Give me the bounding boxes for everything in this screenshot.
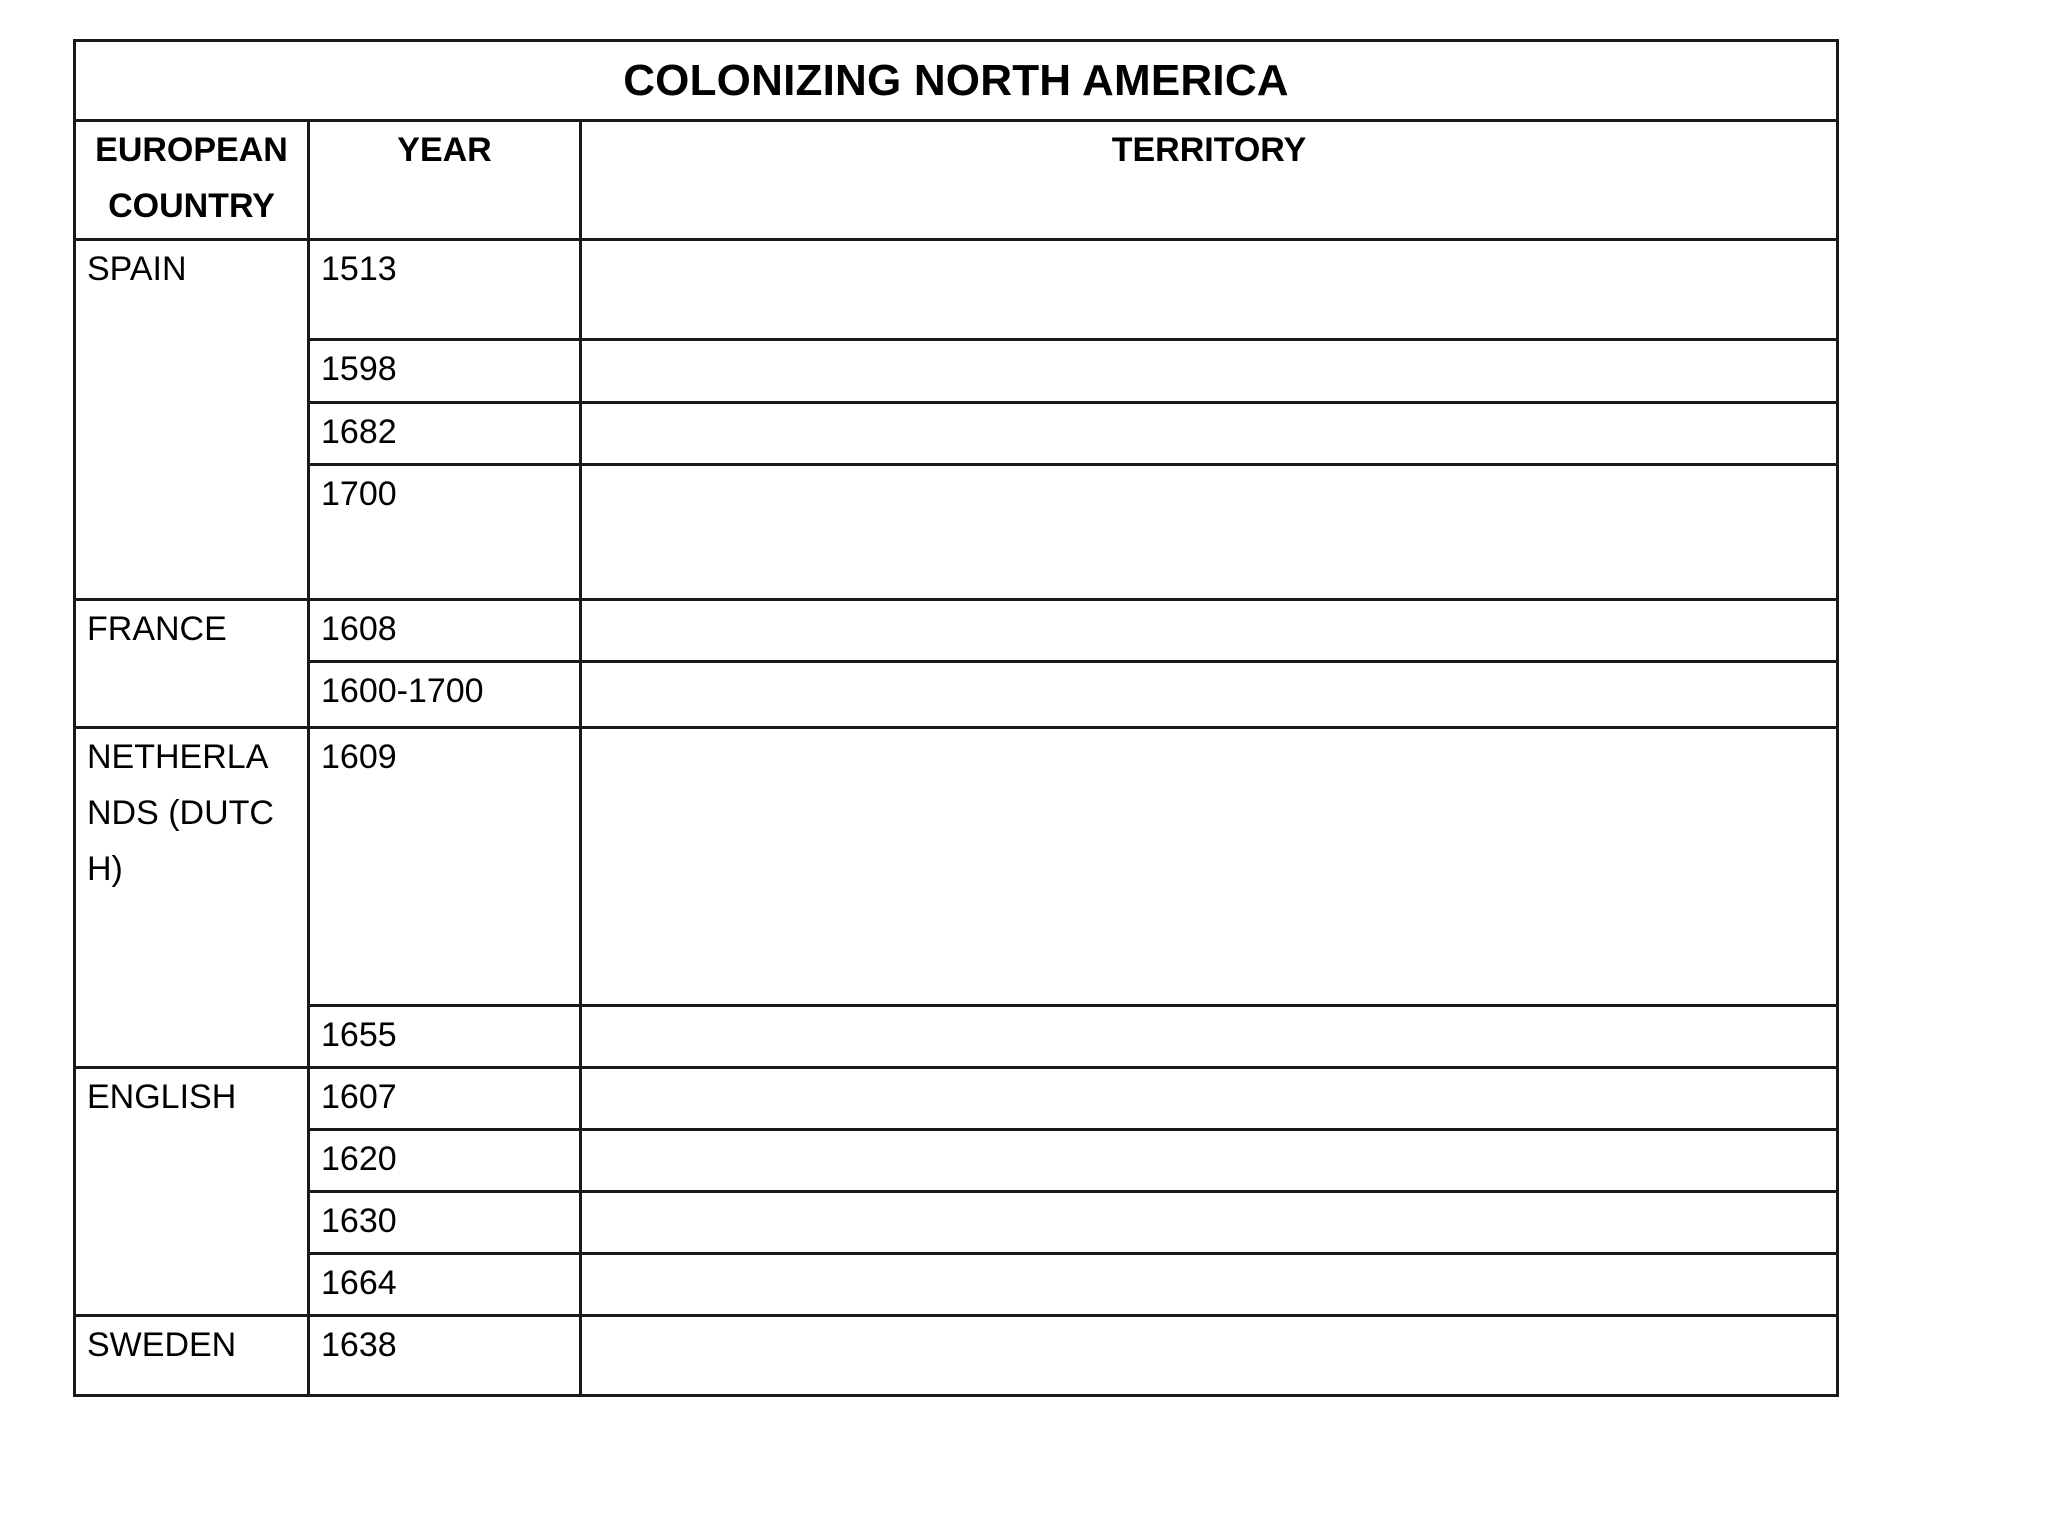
territory-answer-cell[interactable] [581,662,1838,728]
year-cell: 1513 [309,240,581,340]
year-cell: 1620 [309,1130,581,1192]
territory-answer-cell[interactable] [581,1254,1838,1316]
table-row [75,340,1838,403]
territory-answer-cell[interactable] [581,1192,1838,1254]
territory-answer-cell[interactable] [581,340,1838,403]
territory-answer-cell[interactable] [581,600,1838,662]
table-row [75,465,1838,600]
year-cell: 1638 [309,1316,581,1396]
territory-answer-cell[interactable] [581,465,1838,600]
table-row [75,1068,1838,1130]
header-country [75,121,309,240]
year-cell: 1598 [309,340,581,403]
country-english: ENGLISH [75,1068,309,1316]
year-cell: 1664 [309,1254,581,1316]
header-row [75,121,1838,240]
header-country-line1: EUROPEAN [95,131,288,169]
table-row [75,1192,1838,1254]
table-row [75,240,1838,340]
country-sweden: SWEDEN [75,1316,309,1396]
colonizing-table [73,39,1839,1397]
table-row [75,600,1838,662]
country-netherlands-label: NETHERLANDS (DUTCH) [87,738,274,888]
header-country-line2: COUNTRY [108,187,275,225]
table-row [75,403,1838,465]
header-territory: TERRITORY [581,121,1838,240]
year-cell: 1600-1700 [309,662,581,728]
country-netherlands [75,728,309,1068]
table-row [75,1006,1838,1068]
table-row [75,1130,1838,1192]
territory-answer-cell[interactable] [581,1068,1838,1130]
year-cell: 1630 [309,1192,581,1254]
table-row [75,728,1838,1006]
territory-answer-cell[interactable] [581,403,1838,465]
territory-answer-cell[interactable] [581,1006,1838,1068]
table-row [75,1316,1838,1396]
year-cell: 1609 [309,728,581,1006]
territory-answer-cell[interactable] [581,240,1838,340]
year-cell: 1655 [309,1006,581,1068]
territory-answer-cell[interactable] [581,1316,1838,1396]
year-cell: 1608 [309,600,581,662]
title-row [75,41,1838,121]
year-cell: 1682 [309,403,581,465]
country-france: FRANCE [75,600,309,728]
table-row [75,1254,1838,1316]
country-spain: SPAIN [75,240,309,600]
year-cell: 1607 [309,1068,581,1130]
territory-answer-cell[interactable] [581,728,1838,1006]
table-row [75,662,1838,728]
table-title: COLONIZING NORTH AMERICA [75,41,1838,121]
year-cell: 1700 [309,465,581,600]
territory-answer-cell[interactable] [581,1130,1838,1192]
header-year: YEAR [309,121,581,240]
